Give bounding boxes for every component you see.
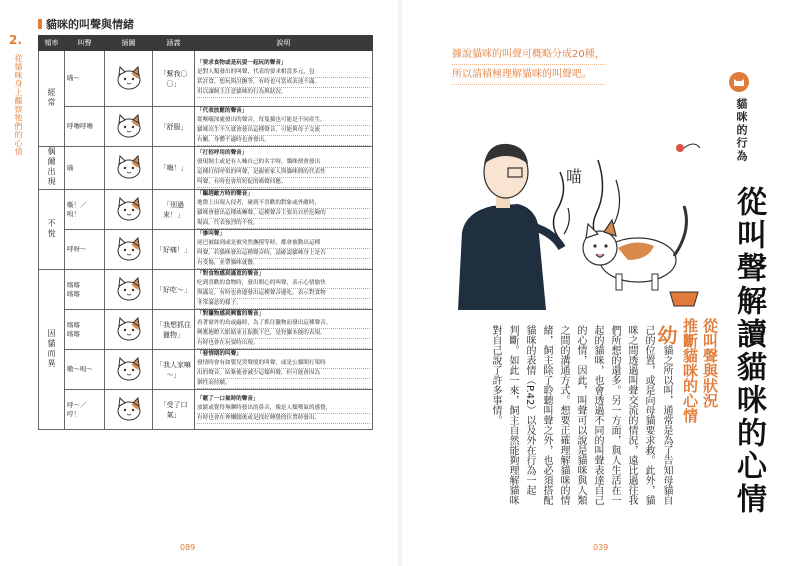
cat-head-icon [729, 72, 749, 92]
man-figure [458, 144, 562, 310]
table-row [39, 190, 373, 230]
meow-text: 喵 [566, 167, 583, 186]
lead-line: 所以請積極理解貓咪的叫聲吧。 [452, 65, 605, 85]
table-row [39, 107, 373, 147]
description-line: 有受傷，並帶貓咪就醫。 [197, 259, 370, 269]
cat-illustration-cell [105, 350, 153, 390]
description-heading: 「代表放鬆的聲音」 [197, 108, 248, 114]
description-line: 這種打招呼似的叫聲，是親密家人與貓咪間的代表性 [197, 168, 370, 178]
description-cell [195, 190, 373, 230]
description-line: 貓咪出生不久就會發出這種聲音，可能與母子交流 [197, 126, 370, 136]
description-heading: 「要求食物或是玩耍一起玩的聲音」 [197, 60, 287, 66]
cat-face-icon [114, 356, 144, 382]
meaning-cell: 「我人家嘛～」 [153, 350, 195, 390]
book-gutter [398, 0, 402, 566]
man-and-cat-illustration [448, 120, 708, 310]
table-row [39, 390, 373, 430]
sound-cell: 呼呀～ [65, 230, 105, 270]
description-cell [195, 350, 373, 390]
chapter-number: 2. [9, 33, 22, 47]
cat-face-icon [114, 396, 144, 422]
description-heading: 「鬆了一口氣時的聲音」 [197, 396, 259, 402]
table-title: 貓咪的叫聲與情緒 [38, 16, 134, 32]
description-line: 場面，代表強烈的不悅。 [197, 219, 370, 229]
description-line: 興奮地瞪大眼睛並且振動下巴，是狩獵本能的表現。 [197, 329, 370, 339]
cat-illustration-cell [105, 390, 153, 430]
meaning-cell: 「好痛！」 [153, 230, 195, 270]
cat-illustration-cell [105, 310, 153, 350]
page-number-right: 039 [593, 543, 609, 552]
meaning-cell: 「幫我〇〇」 [153, 51, 195, 107]
meaning-cell: 「別過來！」 [153, 190, 195, 230]
subtitle [680, 318, 720, 448]
header-sound: 叫聲 [65, 36, 105, 51]
meaning-cell: 「好吃～」 [153, 270, 195, 310]
description-line: 用以讓飼主注意貓咪的行為與狀況。 [197, 88, 370, 98]
table-row [39, 270, 373, 310]
description-line: 尾巴被踩到或是被突然撫摸等時，都會被動出這種 [197, 239, 370, 249]
frequency-cell [39, 51, 65, 147]
frequency-cell [39, 270, 65, 430]
section-label: 貓咪的行為 [735, 98, 748, 163]
description-line: 出的聲音。結紮後會減少這類叫聲，但可能會因為 [197, 369, 370, 379]
cat-face-icon [114, 316, 144, 342]
sound-cell: 喵～ [65, 51, 105, 107]
sound-cell: 喀喀 喀喀 [65, 310, 105, 350]
table-header-row [39, 36, 373, 51]
header-illustration: 插圖 [105, 36, 153, 51]
meaning-cell: 「我想抓住獵物」 [153, 310, 195, 350]
sound-cell: 喵 [65, 147, 105, 190]
sound-cell: 嗷～嗚～ [65, 350, 105, 390]
description-cell [195, 270, 373, 310]
description-line: 個性而持續。 [197, 379, 370, 389]
cat-figure [583, 206, 686, 290]
frequency-cell [39, 147, 65, 190]
page-number-left: 089 [180, 543, 196, 552]
header-meaning: 涵義 [153, 36, 195, 51]
sound-cell: 呼～／ 哼！ [65, 390, 105, 430]
description-cell [195, 390, 373, 430]
sound-cell: 嘶！／ 嗚！ [65, 190, 105, 230]
food-bowl-icon [670, 292, 698, 306]
frequency-label: 偶爾出現 [47, 147, 56, 187]
body-text [440, 325, 678, 505]
frequency-cell [39, 190, 65, 270]
cat-illustration-cell [105, 147, 153, 190]
cat-face-icon [114, 65, 144, 91]
meaning-cell: 「舒服」 [153, 107, 195, 147]
cat-face-icon [114, 113, 144, 139]
cat-face-icon [114, 154, 144, 180]
table-row [39, 51, 373, 107]
description-line: 與滿足，有時也會邊發出這種聲音邊吃，表示對食物 [197, 289, 370, 299]
body-paragraph: 貓之所以叫，通常是為了告知母貓自己的位置，或是向母貓要求救。此外，貓咪之間透過叫聲交流的情況，遠比過往我們所想的還多。另一方面，與人生活在一起的貓咪，也會透過不同的叫聲表達自己的心情，因此，叫聲可以說是貓咪與人類之間的溝通方式。想要正確理解貓咪的情緒，飼主除了聆聽叫聲之外，也必須搭配貓咪的表情（P.42）以及外在行為一起判斷。如此一來，飼主自然能夠理解貓咪對自己說了許多事情。 [490, 325, 672, 505]
description-line: 是對人類發出的叫聲，代表的要求相當多元，包 [197, 68, 370, 78]
drop-cap: 幼 [654, 325, 678, 345]
description-line: 括討食、想玩與討撫等，有時也可當成表達不滿。 [197, 78, 370, 88]
description-line: 叫聲，有時也會用短促的喵聲回應。 [197, 178, 370, 188]
page-title: 從叫聲解讀貓咪的心情 [731, 186, 766, 516]
description-line: 有時也會在伸懶腰後或是找好睡覺的位置時發出。 [197, 414, 370, 424]
description-cell [195, 147, 373, 190]
description-line: 叫聲。若貓咪發出這種聲音時，請確認貓咪身上是否 [197, 249, 370, 259]
description-line: 地盤上出現入侵者，碰到不喜歡的對象或外敵時， [197, 199, 370, 209]
description-heading: 「對食物感到滿意的聲音」 [197, 271, 265, 277]
description-heading: 「驅趕敵方時的聲音」 [197, 191, 253, 197]
description-line: 有時也會在玩耍時出現。 [197, 339, 370, 349]
cat-face-icon [114, 196, 144, 222]
cat-illustration-cell [105, 270, 153, 310]
table-row [39, 310, 373, 350]
description-heading: 「打招呼用的聲音」 [197, 149, 248, 156]
cat-illustration-cell [105, 190, 153, 230]
table-row [39, 350, 373, 390]
cat-illustration-cell [105, 107, 153, 147]
description-cell [195, 310, 373, 350]
description-line: 從喉嚨深處發出的聲音，每隻貓也可能是不同產生。 [197, 116, 370, 126]
frequency-label: 因貓而異 [47, 328, 56, 369]
frequency-label: 不悅 [47, 218, 56, 239]
description-line: 放鬆或覺得無聊時發出的鼻音，像是人類嘆氣的感覺， [197, 404, 370, 414]
description-heading: 「慘叫聲」 [197, 231, 225, 237]
table-row [39, 230, 373, 270]
sound-cell: 呼嚕呼嚕 [65, 107, 105, 147]
description-heading: 「對獵物感到興奮的聲音」 [197, 311, 265, 317]
description-line: 吃到喜歡的食物時，發出開心的叫聲，表示心情愉快 [197, 279, 370, 289]
lead-text [452, 45, 605, 85]
description-line: 發情時會有如嬰兒哭聲般的叫聲，或是公貓間打架時 [197, 359, 370, 369]
description-line: 看著窗外的鳥或蟲時，為了抓住獵物而發出這種聲音。 [197, 319, 370, 329]
sound-cell: 喀喀 喀喀 [65, 270, 105, 310]
cat-sounds-table [38, 35, 373, 430]
description-heading: 「發情期的叫聲」 [197, 351, 242, 357]
description-cell [195, 230, 373, 270]
description-line: 貓咪會發出這種威嚇聲，這種聲音主要出自於危險的 [197, 209, 370, 219]
meaning-cell: 「受了口氣」 [153, 390, 195, 430]
header-frequency: 頻率 [39, 36, 65, 51]
description-line: 發現飼主或是有人喊自己的名字時，貓咪便會發出 [197, 158, 370, 168]
cat-face-icon [114, 236, 144, 262]
cat-face-icon [114, 276, 144, 302]
cat-illustration-cell [105, 51, 153, 107]
description-cell [195, 107, 373, 147]
header-description: 說明 [195, 36, 373, 51]
frequency-label: 經常 [47, 87, 56, 108]
subtitle-line: 推斷貓咪的心情 [681, 318, 699, 423]
meaning-cell: 「嗨！」 [153, 147, 195, 190]
description-line: 非常滿意的樣子。 [197, 299, 370, 309]
lead-line: 據說貓咪的叫聲可概略分成20種， [452, 45, 605, 65]
table-row [39, 147, 373, 190]
description-cell [195, 51, 373, 107]
toy-ball-icon [676, 144, 684, 152]
description-line: 有關。身體不適時也會發出。 [197, 136, 370, 146]
cat-illustration-cell [105, 230, 153, 270]
chapter-title: 從貓咪身上觀察牠們的心情 [14, 54, 23, 156]
subtitle-line: 從叫聲與狀況 [701, 318, 719, 408]
